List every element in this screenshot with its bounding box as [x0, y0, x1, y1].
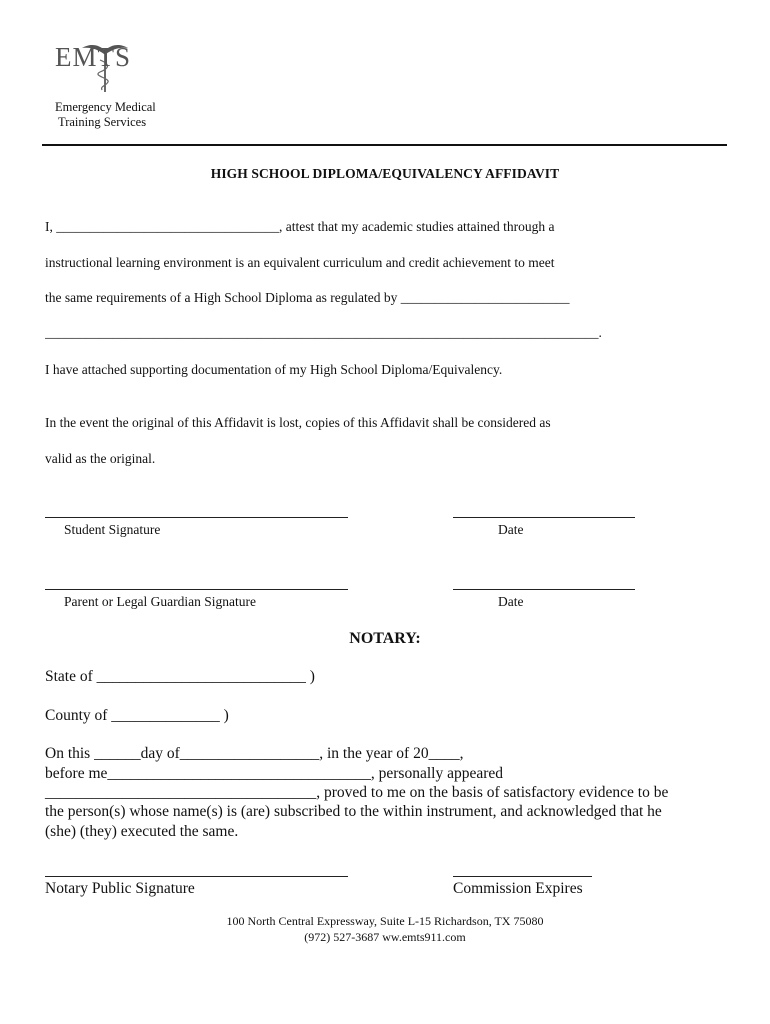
- footer-address: 100 North Central Expressway, Suite L-15 Richardson, TX 75080: [226, 914, 544, 928]
- notary-proved-line: ___________________________________, proved to me on the basis of satisfactory evidence to be: [45, 784, 669, 801]
- org-name-line-1: Emergency Medical: [55, 100, 156, 114]
- copies-statement-line-2: valid as the original.: [45, 451, 156, 466]
- document-title: HIGH SCHOOL DIPLOMA/EQUIVALENCY AFFIDAVIT: [210, 166, 560, 181]
- notary-county-line: County of ______________ ): [45, 707, 229, 724]
- emts-logo: [52, 38, 158, 96]
- student-date-label: Date: [498, 522, 524, 537]
- guardian-date-label: Date: [498, 594, 524, 609]
- notary-person-line: the person(s) whose name(s) is (are) subscribed to the within instrument, and acknowledged that he: [45, 803, 662, 820]
- guardian-signature-label: Parent or Legal Guardian Signature: [64, 594, 256, 609]
- footer-contact: (972) 527-3687 ww.emts911.com: [304, 930, 466, 944]
- attest-line-3: the same requirements of a High School Diploma as regulated by _________________________: [45, 290, 570, 305]
- notary-heading: NOTARY:: [349, 630, 421, 647]
- notary-before-me-line: before me__________________________________, personally appeared: [45, 765, 504, 782]
- org-name-line-2: Training Services: [58, 115, 147, 129]
- notary-executed-line: (she) (they) executed the same.: [45, 823, 239, 840]
- notary-date-line: On this ______day of__________________, in the year of 20____,: [45, 745, 464, 762]
- svg-text:EMTS: EMTS: [55, 42, 132, 72]
- commission-expires-line[interactable]: [453, 876, 592, 877]
- guardian-date-line[interactable]: [453, 589, 635, 590]
- attest-line-2: instructional learning environment is an equivalent curriculum and credit achievement to meet: [45, 255, 555, 270]
- student-signature-label: Student Signature: [64, 522, 161, 537]
- attest-line-4: __________________________________________________________________________________.: [45, 325, 602, 340]
- attest-line-1: I, _________________________________, attest that my academic studies attained through a: [45, 219, 555, 234]
- attachment-statement: I have attached supporting documentation of my High School Diploma/Equivalency.: [45, 362, 503, 377]
- header-divider: [42, 144, 727, 146]
- student-signature-line[interactable]: [45, 517, 348, 518]
- caduceus-logo-icon: [52, 38, 158, 96]
- notary-signature-label: Notary Public Signature: [45, 880, 195, 897]
- copies-statement-line-1: In the event the original of this Affidavit is lost, copies of this Affidavit shall be considered as: [45, 415, 551, 430]
- guardian-signature-line[interactable]: [45, 589, 348, 590]
- student-date-line[interactable]: [453, 517, 635, 518]
- notary-state-line: State of ___________________________ ): [45, 668, 315, 685]
- notary-signature-line[interactable]: [45, 876, 348, 877]
- commission-expires-label: Commission Expires: [453, 880, 583, 897]
